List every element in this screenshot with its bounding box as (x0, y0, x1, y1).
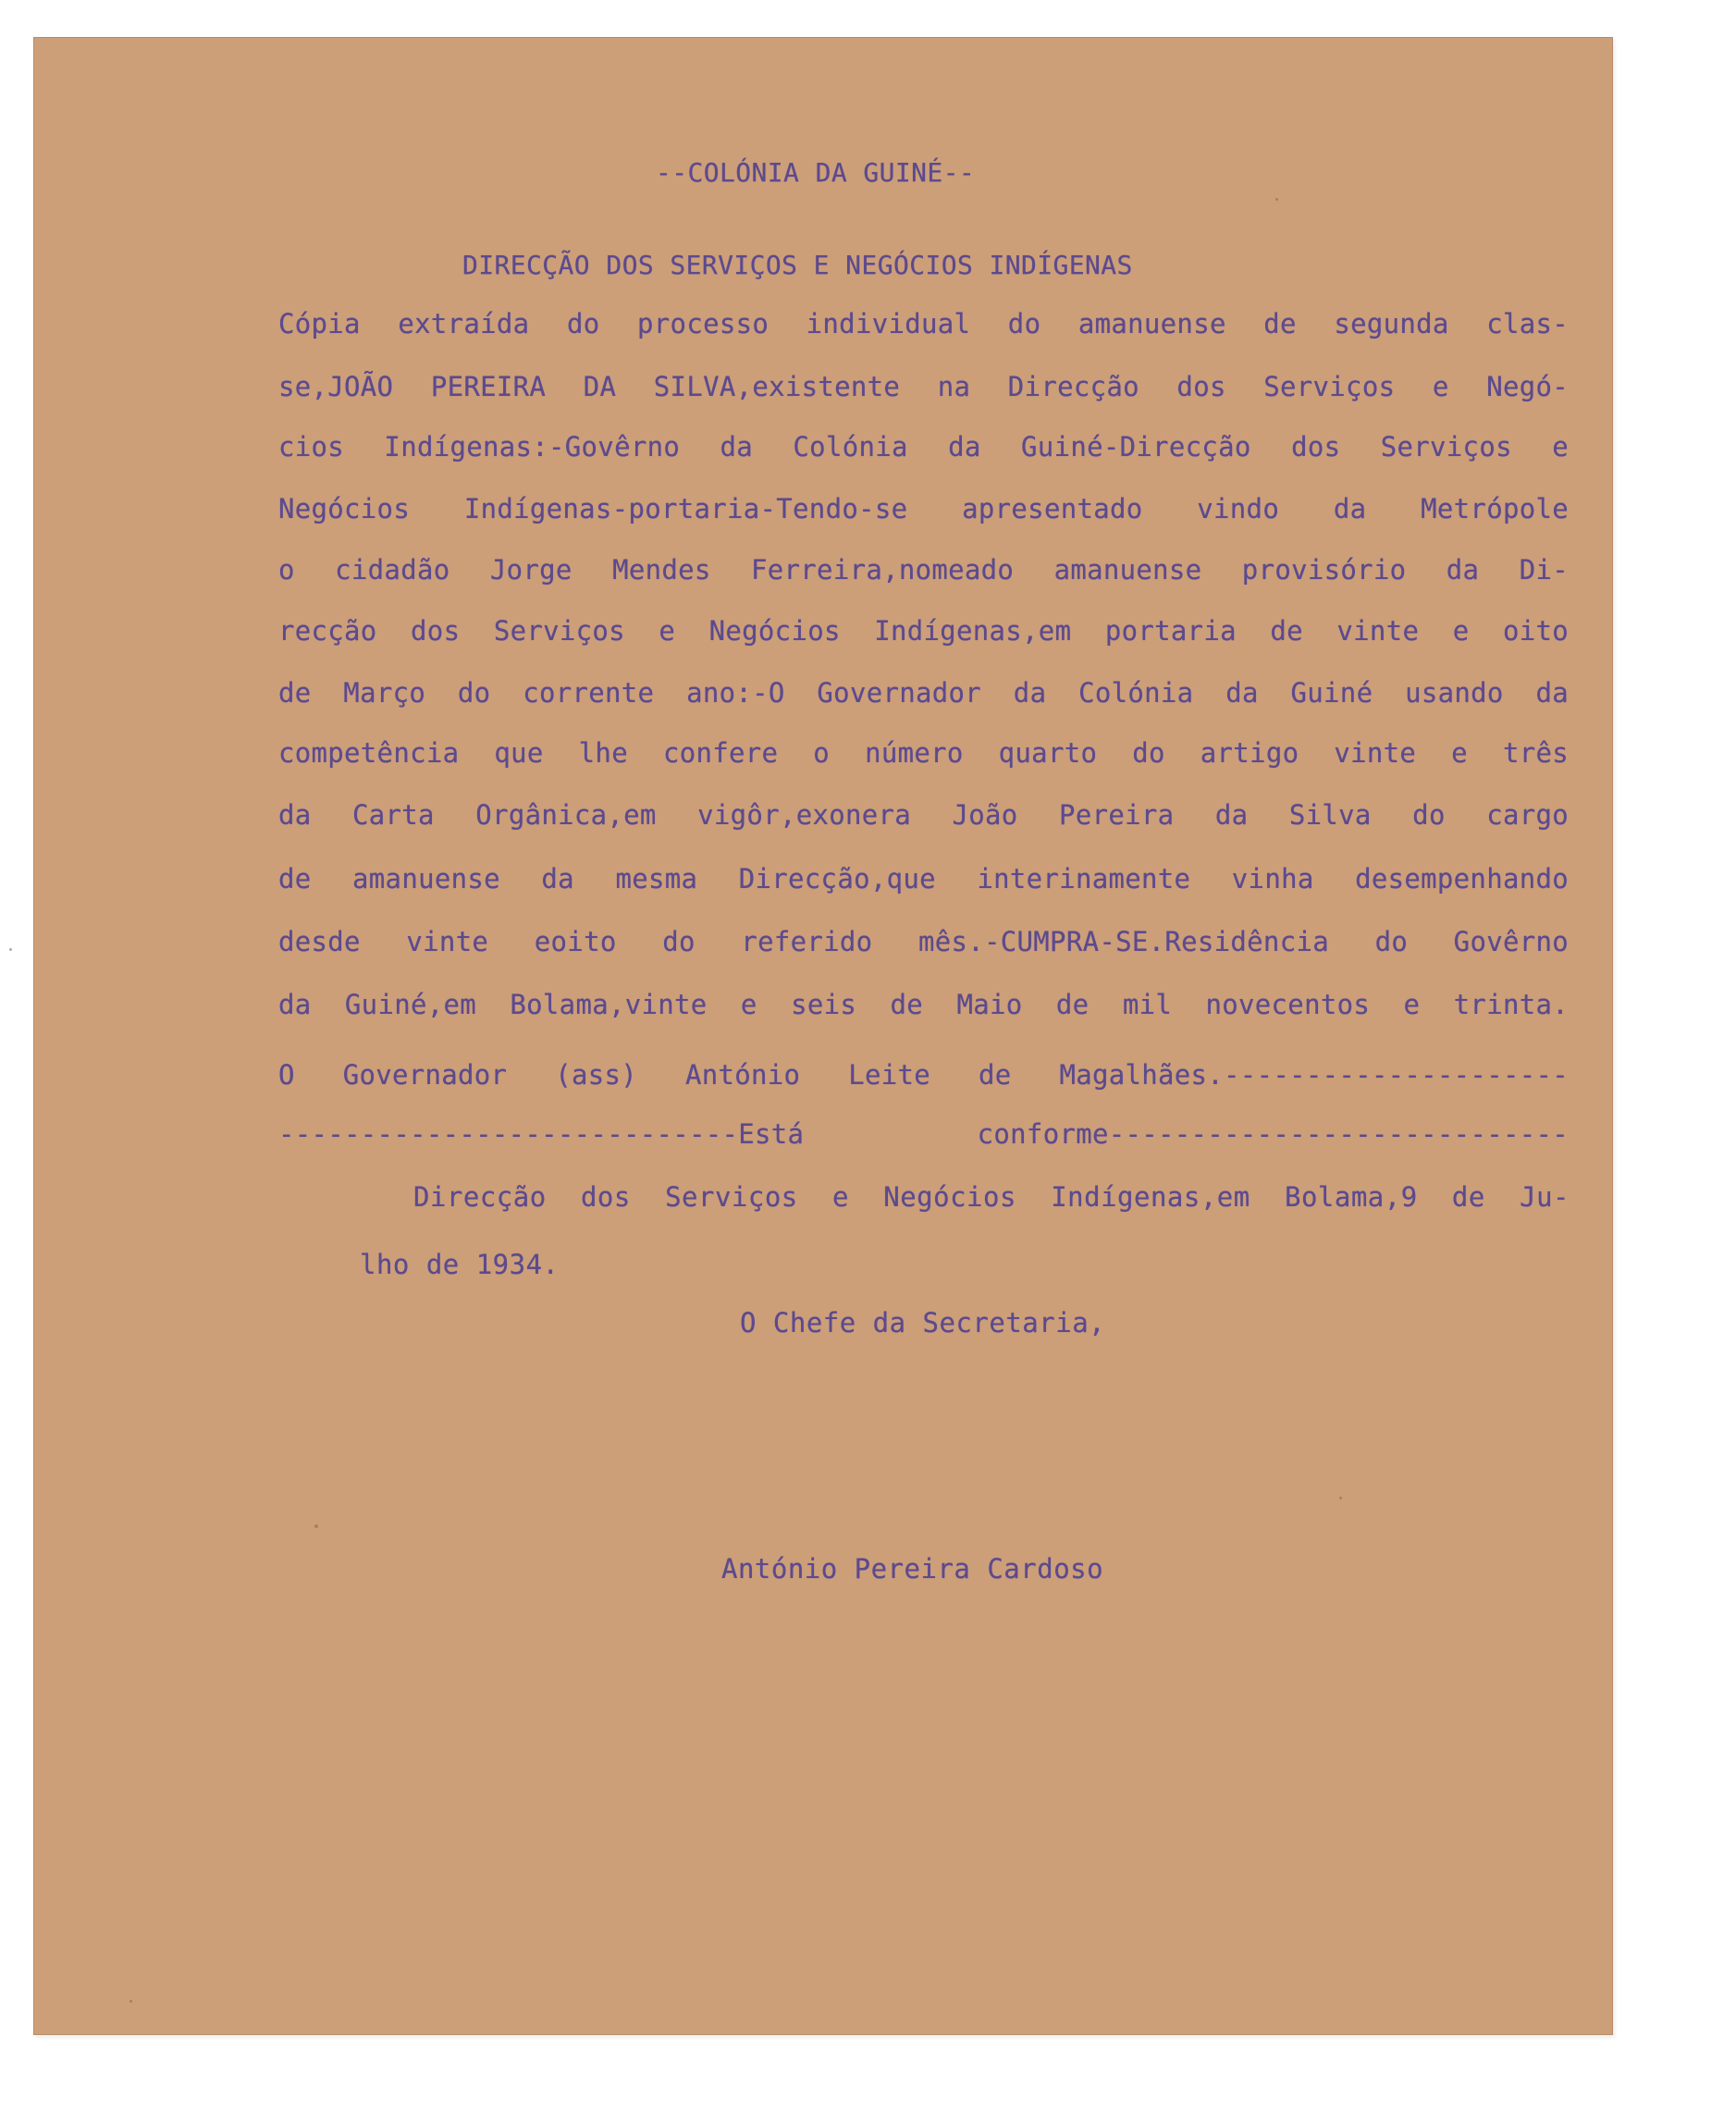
body-text-line: de amanuense da mesma Direcção,que interinamente vinha desempenhando (278, 863, 1569, 894)
body-text-line: da Carta Orgânica,em vigôr,exonera João Pereira da Silva do cargo (278, 799, 1569, 831)
paper-speck (9, 948, 12, 951)
body-text-line: de Março do corrente ano:-O Governador da Colónia da Guiné usando da (278, 677, 1569, 709)
body-text-line: Negócios Indígenas-portaria-Tendo-se apresentado vindo da Metrópole (278, 493, 1569, 524)
body-text-line: da Guiné,em Bolama,vinte e seis de Maio de mil novecentos e trinta. (278, 989, 1569, 1020)
body-text-line: cios Indígenas:-Govêrno da Colónia da Guiné-Direcção dos Serviços e (278, 431, 1569, 462)
paper-speck (129, 2000, 132, 2003)
signatory-title: O Chefe da Secretaria, (740, 1307, 1106, 1338)
body-text-line: competência que lhe confere o número quarto do artigo vinte e três (278, 737, 1569, 769)
department-header: DIRECÇÃO DOS SERVIÇOS E NEGÓCIOS INDÍGENAS (462, 250, 1133, 280)
body-text-line: o cidadão Jorge Mendes Ferreira,nomeado amanuense provisório da Di- (278, 554, 1569, 586)
body-text-line: recção dos Serviços e Negócios Indígenas,em portaria de vinte e oito (278, 615, 1569, 647)
body-text-line: desde vinte eoito do referido mês.-CUMPRA-SE.Residência do Govêrno (278, 926, 1569, 957)
conformity-line: ----------------------------Está conforme---------------------------- (278, 1118, 1569, 1150)
body-text-line: se,JOÃO PEREIRA DA SILVA,existente na Direcção dos Serviços e Negó- (278, 371, 1569, 402)
place-date-line: lho de 1934. (360, 1249, 560, 1280)
colony-header: --COLÓNIA DA GUINÉ-- (656, 157, 976, 188)
signatory-name: António Pereira Cardoso (721, 1553, 1104, 1585)
place-date-line: Direcção dos Serviços e Negócios Indígenas,em Bolama,9 de Ju- (413, 1181, 1570, 1213)
paper-speck (1275, 198, 1278, 201)
paper-speck (1339, 1497, 1342, 1499)
paper-speck (314, 1524, 318, 1528)
body-text-line: O Governador (ass) António Leite de Magalhães.--------------------- (278, 1059, 1569, 1091)
body-text-line: Cópia extraída do processo individual do amanuense de segunda clas- (278, 308, 1569, 339)
